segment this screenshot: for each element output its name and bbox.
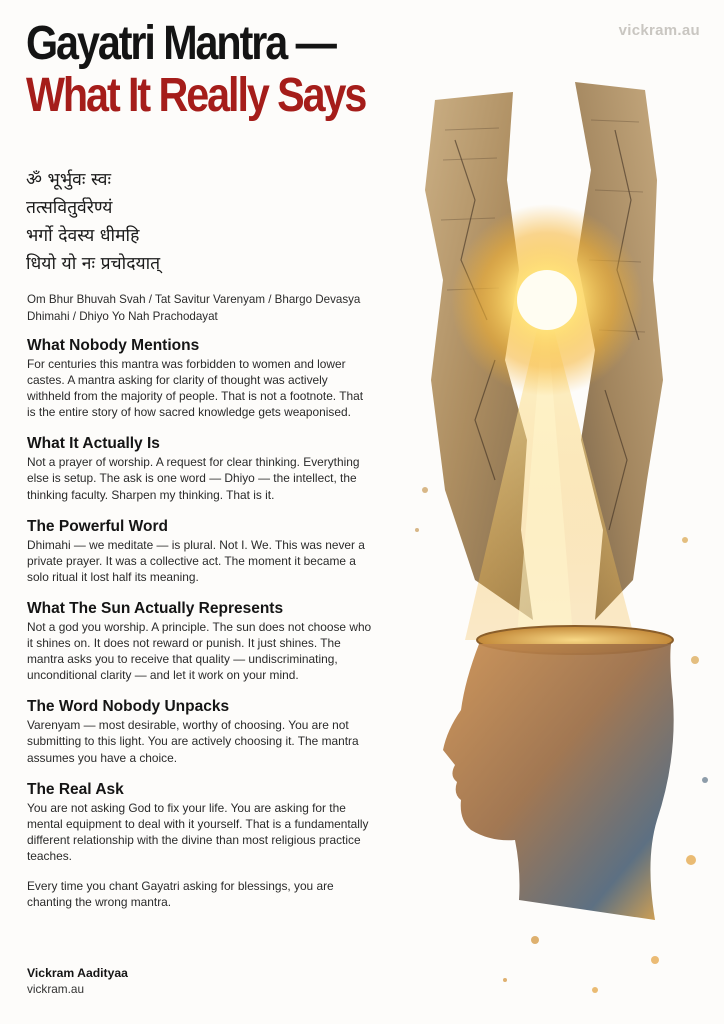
- section: [27, 336, 372, 420]
- title-line-1: Gayatri Mantra —: [26, 17, 335, 70]
- section-heading: The Real Ask: [27, 780, 124, 798]
- sections: [27, 336, 372, 910]
- sanskrit-mantra: [26, 166, 160, 278]
- sanskrit-line: ॐ भूर्भुवः स्वः: [26, 170, 112, 190]
- section-heading: The Word Nobody Unpacks: [27, 698, 230, 716]
- author-signature: [27, 965, 128, 997]
- head-silhouette: [443, 644, 674, 920]
- section-body: Varenyam — most desirable, worthy of choosing. You are not submitting to this light. You are actively choosing it. The mantra assumes you have a choice.: [27, 718, 359, 765]
- section: [27, 599, 372, 683]
- section-body: You are not asking God to fix your life. You are asking for the mental equipment to deal with it yourself. That is a fundamentally different relationship with the divine than most religious practice teaches.: [27, 800, 369, 863]
- author-name: Vickram Aadityaa: [27, 966, 128, 980]
- section-body: For centuries this mantra was forbidden to women and lower castes. A mantra asking for clarity of thought was actively withheld from the majority of people. That is not a footnote. That is the entire story of how sacred knowledge gets weaponised.: [27, 357, 363, 420]
- transliteration: Om Bhur Bhuvah Svah / Tat Savitur Varenyam / Bhargo Devasya Dhimahi / Dhiyo Yo Nah Prachodayat: [27, 293, 361, 323]
- section-heading: What Nobody Mentions: [27, 337, 200, 354]
- watermark: vickram.au: [618, 22, 700, 39]
- sanskrit-line: तत्सवितुर्वरेण्यं: [26, 198, 113, 218]
- section-body: Dhimahi — we meditate — is plural. Not I. We. This was never a private prayer. It was a collective act. The moment it became a solo ritual it lost half its meaning.: [27, 537, 365, 584]
- author-website: vickram.au: [27, 982, 85, 996]
- page-title: [26, 18, 365, 122]
- illustration: [395, 60, 724, 1024]
- section: [27, 780, 372, 864]
- section: [27, 697, 372, 765]
- section-body: Not a god you worship. A principle. The sun does not choose who it shines on. It does not reward or punish. It just shines. The mantra asks you to receive that quality — undiscriminating, unconditional clarity — and let it work on your mind.: [27, 619, 372, 683]
- section-heading: The Powerful Word: [27, 517, 168, 535]
- section-heading: What It Actually Is: [27, 435, 160, 453]
- section-body: Not a prayer of worship. A request for clear thinking. Everything else is setup. The ask is one word — Dhiyo — the intellect, the thinking faculty. Sharpen my thinking. That is it.: [27, 455, 360, 502]
- title-line-2: What It Really Says: [26, 69, 366, 122]
- section: [27, 434, 372, 502]
- sanskrit-line: भर्गो देवस्य धीमहि: [26, 226, 140, 246]
- section: [27, 517, 372, 585]
- closing-statement: Every time you chant Gayatri asking for blessings, you are chanting the wrong mantra.: [27, 878, 334, 910]
- sanskrit-line: धियो यो नः प्रचोदयात्: [26, 254, 161, 274]
- section-heading: What The Sun Actually Represents: [27, 599, 284, 617]
